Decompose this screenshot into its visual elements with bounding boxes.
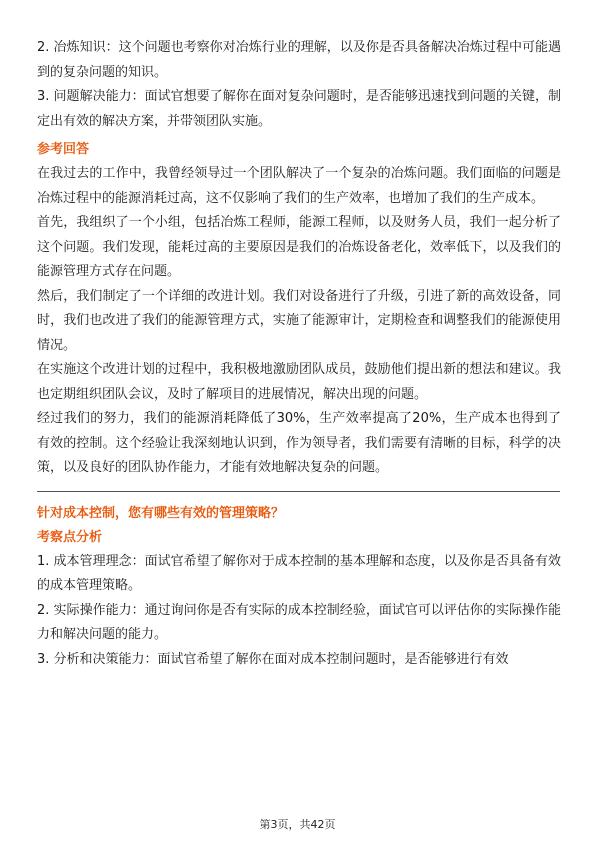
- section-divider: [37, 491, 560, 492]
- analysis-heading: 考察点分析: [37, 529, 103, 545]
- analysis-point: 2. 实际操作能力：通过询问你是否有实际的成本控制经验，面试官可以评估你的实际操作能力和解决问题的能力。: [37, 602, 561, 642]
- page-content: [37, 36, 561, 672]
- answer-paragraph: 首先，我组织了一个小组，包括冶炼工程师，能源工程师，以及财务人员，我们一起分析了这个问题。我们发现，能耗过高的主要原因是我们的冶炼设备老化，效率低下，以及我们的能源管理方式存在问题。: [37, 215, 561, 279]
- answer-paragraph: 经过我们的努力，我们的能源消耗降低了30%，生产效率提高了20%，生产成本也得到了有效的控制。这个经验让我深刻地认识到，作为领导者，我们需要有清晰的目标，科学的决策，以及良好的团队协作能力，才能有效地解决复杂的问题。: [37, 411, 561, 475]
- page-number: 第3页，共42页: [259, 818, 336, 831]
- question-title: 针对成本控制，您有哪些有效的管理策略？: [37, 505, 285, 521]
- answer-paragraph: 在实施这个改进计划的过程中，我积极地激励团队成员，鼓励他们提出新的想法和建议。我也定期组织团队会议，及时了解项目的进展情况，解决出现的问题。: [37, 362, 561, 402]
- problem-solving-point: 3. 问题解决能力：面试官想要了解你在面对复杂问题时，是否能够迅速找到问题的关键，制定出有效的解决方案，并带领团队实施。: [37, 89, 561, 129]
- analysis-point: 3. 分析和决策能力：面试官希望了解你在面对成本控制问题时，是否能够进行有效: [37, 651, 509, 667]
- analysis-point: 1. 成本管理理念：面试官希望了解你对于成本控制的基本理解和态度，以及你是否具备有效的成本管理策略。: [37, 553, 561, 593]
- answer-paragraph: 然后，我们制定了一个详细的改进计划。我们对设备进行了升级，引进了新的高效设备，同时，我们也改进了我们的能源管理方式，实施了能源审计，定期检查和调整我们的能源使用情况。: [37, 288, 561, 353]
- answer-paragraph: 在我过去的工作中，我曾经领导过一个团队解决了一个复杂的冶炼问题。我们面临的问题是冶炼过程中的能源消耗过高，这不仅影响了我们的生产效率，也增加了我们的生产成本。: [37, 166, 561, 206]
- knowledge-point: 2. 冶炼知识：这个问题也考察你对冶炼行业的理解，以及你是否具备解决冶炼过程中可能遇到的复杂问题的知识。: [37, 40, 561, 80]
- reference-answer-heading: 参考回答: [37, 142, 90, 157]
